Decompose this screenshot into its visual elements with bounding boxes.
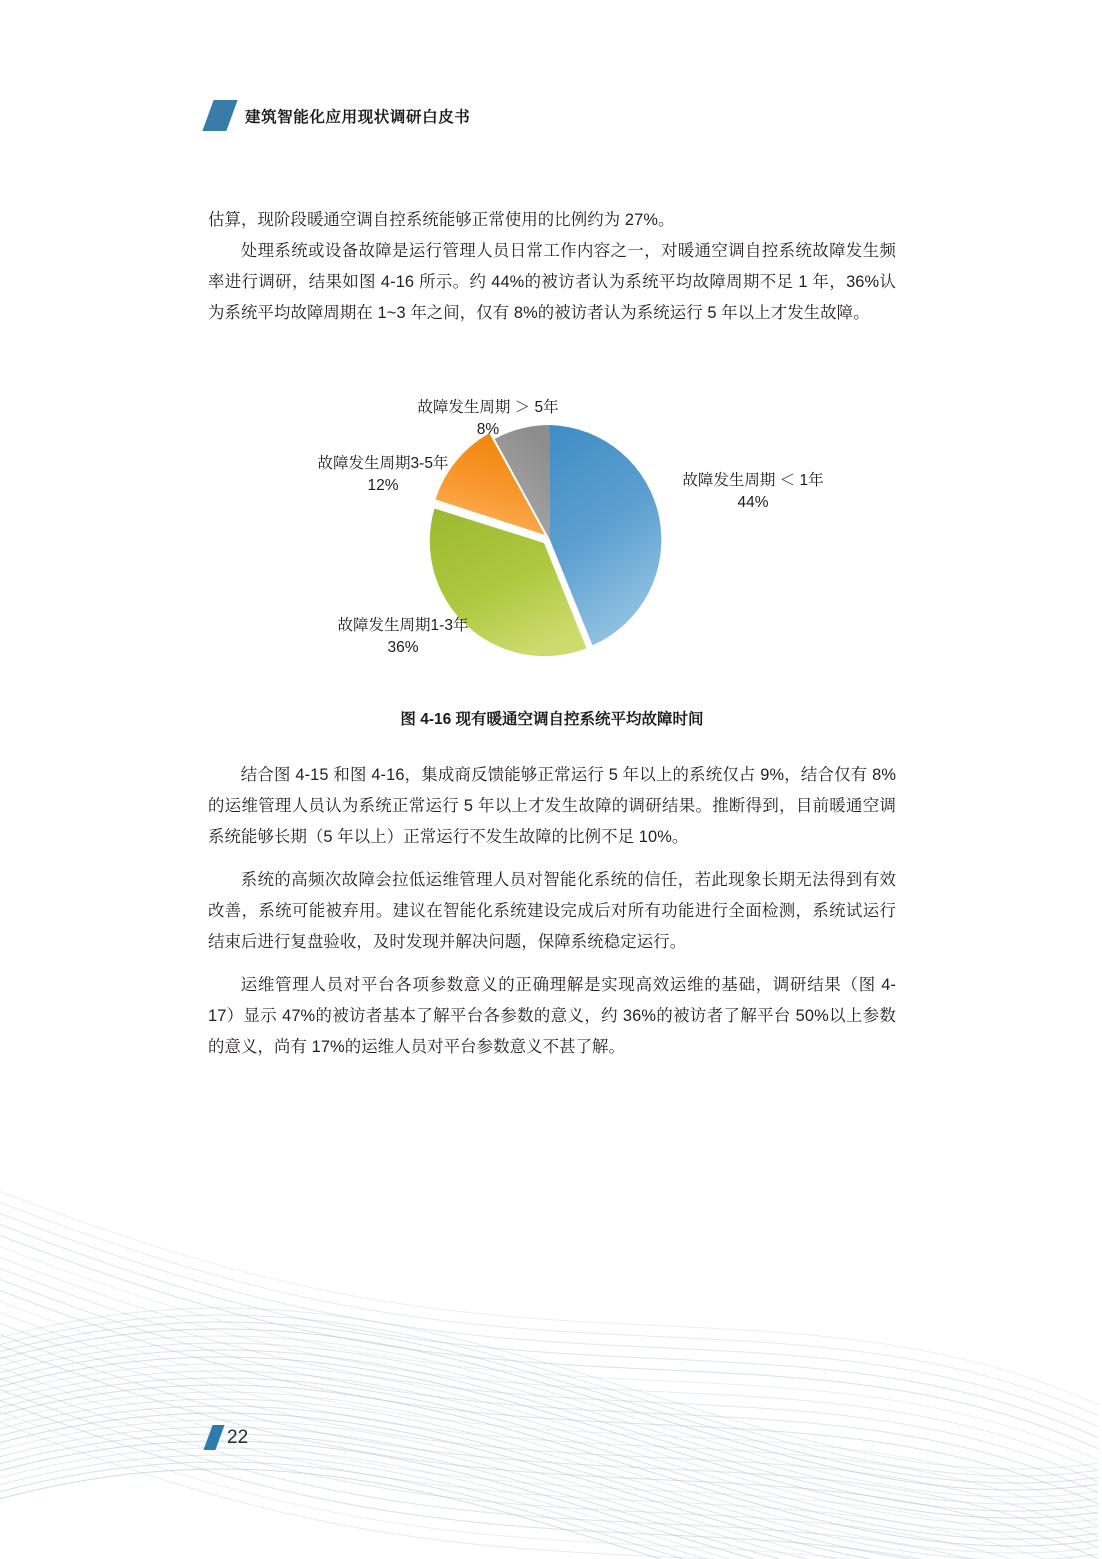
pie-label-gt-5-years-name: 故障发生周期 ＞ 5年 [417,399,559,416]
pie-label-3-5-years-name: 故障发生周期3-5年 [317,455,449,472]
pie-label-3-5-years-pct: 12% [367,477,399,494]
pie-label-lt-1-year-pct: 44% [737,494,769,511]
pie-label-lt-1-year [663,470,843,514]
footer-wave-decoration [0,1129,1102,1559]
paragraph-2: 处理系统或设备故障是运行管理人员日常工作内容之一，对暖通空调自控系统故障发生频率进行调研，结果如图 4-16 所示。约 44%的被访者认为系统平均故障周期不足 1 年，36%认为系统平均故障周期在 1~3 年之间，仅有 8%的被访者认为系统运行 5 年以上才发生故障。 [208,242,896,322]
page-header [208,100,470,131]
paragraph-3: 结合图 4-15 和图 4-16，集成商反馈能够正常运行 5 年以上的系统仅占 9%，结合仅有 8%的运维管理人员认为系统正常运行 5 年以上才发生故障的调研结果。推断得到，目前暖通空调系统能够长期（5 年以上）正常运行不发生故障的比例不足 10%。 [208,766,896,846]
pie-label-1-3-years-pct: 36% [387,639,419,656]
pie-label-gt-5-years [398,397,578,441]
page-number [208,1425,248,1450]
page-header-title: 建筑智能化应用现状调研白皮书 [245,108,471,126]
pie-label-1-3-years-name: 故障发生周期1-3年 [337,617,469,634]
figure-caption: 图 4-16 现有暖通空调自控系统平均故障时间 [400,711,704,728]
pie-chart [208,385,896,685]
header-accent-parallelogram-icon [202,100,237,131]
paragraph-5: 运维管理人员对平台各项参数意义的正确理解是实现高效运维的基础，调研结果（图 4-17）显示 47%的被访者基本了解平台各参数的意义，约 36%的被访者了解平台 50%以上参数的意义，尚有 17%的运维人员对平台参数意义不甚了解。 [208,976,896,1056]
pie-label-lt-1-year-name: 故障发生周期 ＜ 1年 [682,472,824,489]
paragraph-4: 系统的高频次故障会拉低运维管理人员对智能化系统的信任，若此现象长期无法得到有效改善，系统可能被弃用。建议在智能化系统建设完成后对所有功能进行全面检测，系统试运行结束后进行复盘验收，及时发现并解决问题，保障系统稳定运行。 [208,871,896,951]
page-number-text: 22 [227,1426,249,1448]
pie-label-gt-5-years-pct: 8% [476,421,500,438]
pie-label-3-5-years [303,453,463,497]
figure-4-16 [208,385,896,745]
page-number-accent-icon [203,1425,224,1450]
paragraph-1: 估算，现阶段暖通空调自控系统能够正常使用的比例约为 27%。 [208,211,675,229]
document-body-continued [208,760,896,1063]
pie-label-1-3-years [313,615,493,659]
document-body [208,205,896,329]
